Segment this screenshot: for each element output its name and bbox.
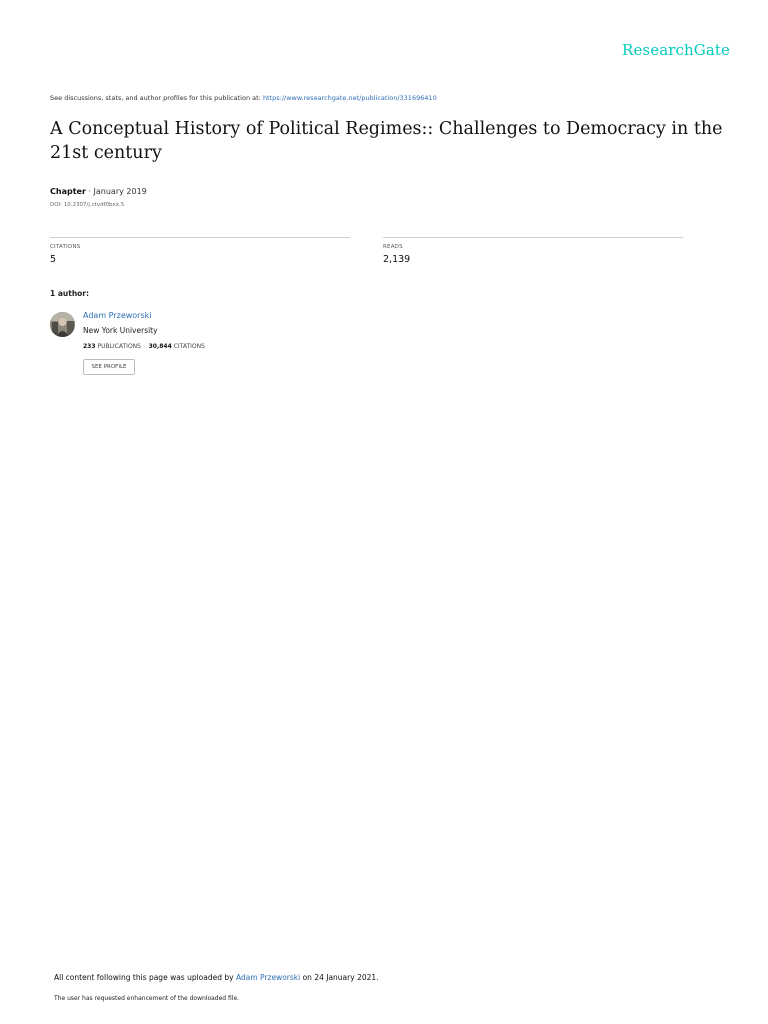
publication-url-link[interactable]: https://www.researchgate.net/publication/331696410 [262,94,437,102]
author-institution: New York University [83,326,158,335]
author-citations-count: 30,844 [148,343,172,350]
see-profile-button[interactable]: SEE PROFILE [83,359,135,375]
citations-divider [50,237,350,238]
upload-note [54,973,379,982]
reads-label: READS [383,244,403,250]
researchgate-logo[interactable]: ResearchGate [622,41,730,59]
discussion-prefix: See discussions, stats, and author profiles for this publication at: [50,94,261,102]
author-publications-count: 233 [83,343,96,350]
enhancement-note: The user has requested enhancement of the downloaded file. [54,995,240,1002]
citations-label: CITATIONS [50,244,81,250]
publication-date: January 2019 [93,187,147,196]
upload-prefix: All content following this page was uploaded by [54,973,234,982]
publication-meta [50,187,147,196]
publication-doi: DOI: 10.2307/j.ctvdf0bxx.5 [50,202,125,208]
authors-heading: 1 author: [50,289,90,298]
author-avatar[interactable] [50,312,75,337]
avatar-photo-icon [50,312,75,337]
citations-value: 5 [50,254,57,265]
publication-type: Chapter [50,187,86,196]
upload-suffix: on 24 January 2021. [302,973,379,982]
author-stats [83,343,205,350]
publication-title: A Conceptual History of Political Regimes:: Challenges to Democracy in the 21st century [50,119,723,163]
reads-value: 2,139 [383,254,411,265]
reads-divider [383,237,683,238]
meta-separator: · [85,187,94,196]
discussion-note [50,94,437,102]
author-name-link[interactable]: Adam Przeworski [83,311,152,320]
author-citations-label: CITATIONS [173,343,205,350]
author-publications-label: PUBLICATIONS [97,343,141,350]
uploader-link[interactable]: Adam Przeworski [235,973,301,982]
